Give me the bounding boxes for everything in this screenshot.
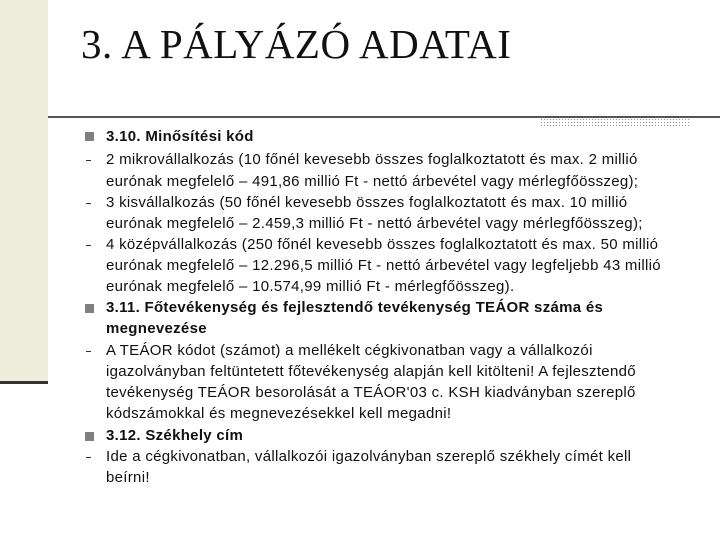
dash-bullet-icon [86,457,91,458]
dotted-texture [540,118,690,126]
list-item-line: 2 mikrovállalkozás (10 főnél kevesebb összes foglalkoztatott és max. 2 millió [106,151,638,168]
list-item-line: beírni! [106,469,150,486]
section-heading: megnevezése [106,320,207,337]
list-item-line: eurónak megfelelő – 2.459,3 millió Ft - nettó árbevétel vagy mérlegfőösszeg); [106,215,643,232]
section-heading: 3.12. Székhely cím [106,427,244,444]
slide-title: 3. A PÁLYÁZÓ ADATAI [81,21,512,67]
dash-bullet-icon [86,245,91,246]
sidebar-band [0,0,48,383]
list-item-line: eurónak megfelelő – 12.296,5 millió Ft - nettó árbevétel vagy legfeljebb 43 millió [106,257,661,274]
section-heading: 3.11. Főtevékenység és fejlesztendő tevékenység TEÁOR száma és [106,299,604,316]
list-item-line: igazolványban feltüntetett főtevékenység alapján kell kitölteni! A fejlesztendő [106,363,636,380]
dash-bullet-icon [86,351,91,352]
list-item-line: tevékenység TEÁOR besorolását a TEÁOR'03 c. KSH kiadványban szereplő [106,384,636,401]
dash-bullet-icon [86,203,91,204]
section-heading: 3.10. Minősítési kód [106,128,254,145]
sidebar-rule [0,381,48,384]
list-item-line: A TEÁOR kódot (számot) a mellékelt cégkivonatban vagy a vállalkozói [106,342,593,359]
list-item-line: 3 kisvállalkozás (50 főnél kevesebb összes foglalkoztatott és max. 10 millió [106,194,628,211]
list-item-line: 4 középvállalkozás (250 főnél kevesebb összes foglalkoztatott és max. 50 millió [106,236,659,253]
list-item-line: eurónak megfelelő – 10.574,99 millió Ft - mérlegfőösszeg). [106,278,515,295]
list-item-line: kódszámokkal és megnevezésekkel kell megadni! [106,405,452,422]
list-item-line: eurónak megfelelő – 491,86 millió Ft - nettó árbevétel vagy mérlegfőösszeg); [106,173,639,190]
dash-bullet-icon [86,160,91,161]
square-bullet-icon [85,304,94,313]
list-item-line: Ide a cégkivonatban, vállalkozói igazolványban szereplő székhely címét kell [106,448,632,465]
square-bullet-icon [85,132,94,141]
square-bullet-icon [85,432,94,441]
